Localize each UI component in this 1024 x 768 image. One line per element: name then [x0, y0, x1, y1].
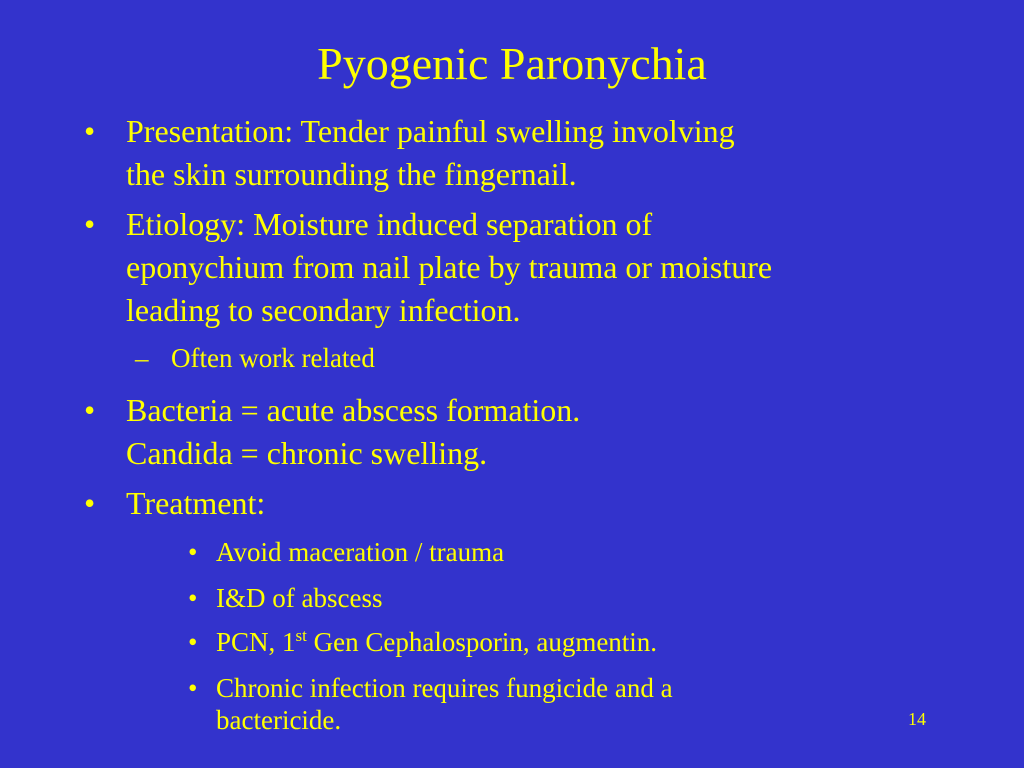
etiology-sub-item: – Often work related [171, 341, 375, 375]
etiology-line-2: eponychium from nail plate by trauma or moisture [126, 249, 773, 285]
treatment-label: • Treatment: [126, 485, 266, 521]
bacteria-line-2: Candida = chronic swelling. [126, 435, 488, 471]
presentation-line-2: the skin surrounding the fingernail. [126, 156, 577, 192]
treatment-item-drainage: • I&D of abscess [216, 582, 856, 614]
chronic-line-2: bactericide. [216, 705, 342, 735]
slide-title: Pyogenic Paronychia [317, 38, 707, 89]
bacteria-line-1: • Bacteria = acute abscess formation. [126, 392, 581, 428]
presentation-line-1: • Presentation: Tender painful swelling involving [126, 113, 735, 149]
bullet-presentation [126, 110, 946, 196]
etiology-line-3: leading to secondary infection. [126, 292, 521, 328]
treatment-item-avoid: • Avoid maceration / trauma [216, 536, 856, 568]
antibiotics-text-end: Gen Cephalosporin, augmentin. [306, 627, 658, 657]
antibiotics-superscript: st [295, 626, 307, 645]
treatment-item-antibiotics [216, 626, 856, 658]
chronic-line-1: • Chronic infection requires fungicide and a [216, 673, 673, 703]
treatment-item-chronic [216, 672, 856, 736]
bullet-bacteria [126, 389, 946, 475]
bullet-etiology [126, 203, 946, 332]
etiology-line-1: • Etiology: Moisture induced separation of [126, 206, 653, 242]
slide-number: 14 [908, 709, 926, 729]
antibiotics-text-start: PCN, 1 [216, 627, 296, 657]
antibiotics-line [216, 626, 856, 658]
bullet-treatment [126, 482, 946, 525]
